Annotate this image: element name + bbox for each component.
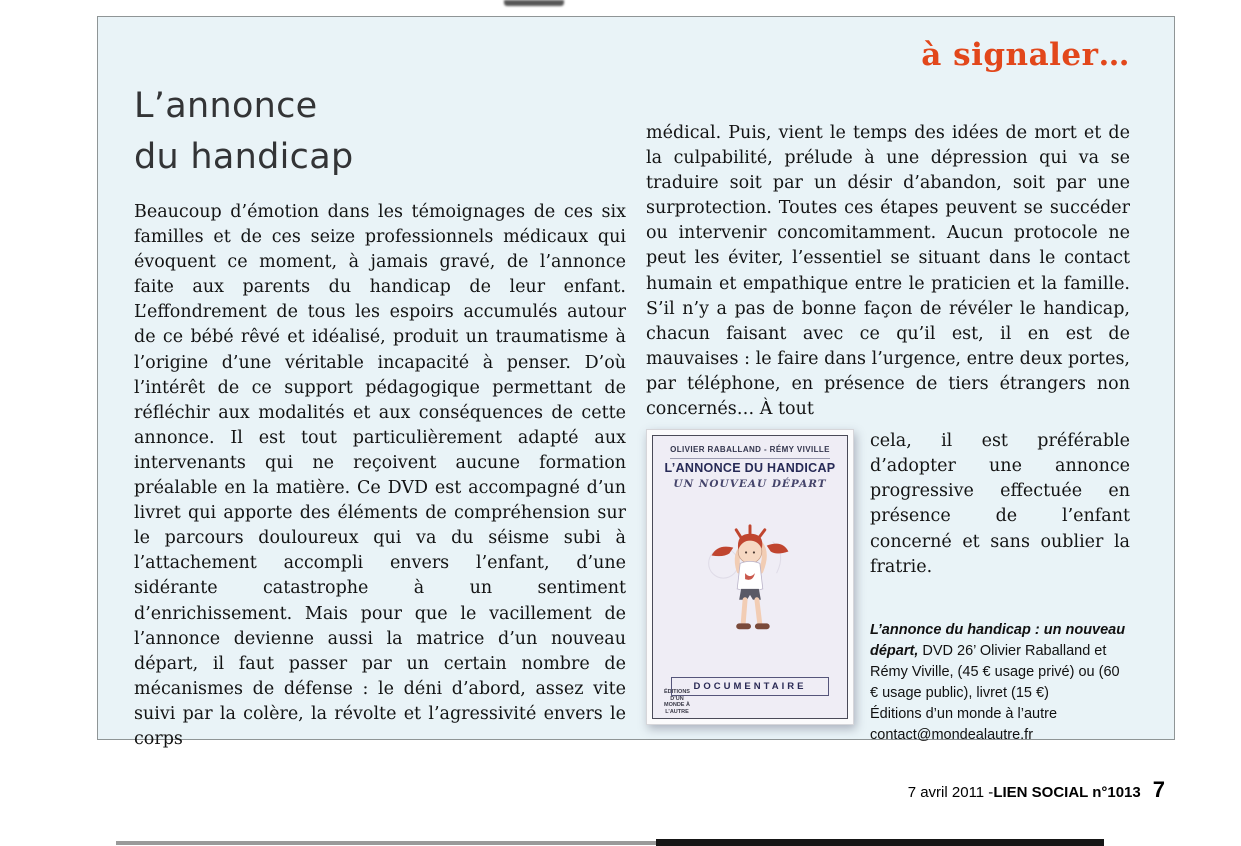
caption-credits [870, 620, 1130, 704]
caption-publisher: Éditions d’un monde à l’autre [870, 705, 1058, 722]
dvd-and-caption-row [646, 429, 1130, 746]
scan-artifact-top [504, 0, 564, 6]
article-right-column [646, 121, 1130, 746]
footer-page-number: 7 [1152, 777, 1165, 802]
dvd-genre-banner: DOCUMENTAIRE [671, 677, 830, 696]
article-title [134, 81, 354, 183]
caption-title: L’annonce du handicap : un nouveau départ, [870, 621, 1126, 659]
caption-contact-email: contact@mondealautre.fr [870, 726, 1034, 743]
article-right-text-top: médical. Puis, vient le temps des idées de mort et de la culpabilité, prélude à une dépression qui va se traduire soit par un désir d’abandon, soit par une surprotection. Toutes ces étapes peuvent se succéder ou intervenir concomitamment. Aucun protocole ne peut les éviter, l’essentiel se situant dans le contact humain et empathique entre le praticien et la famille. S’il n’y a pas de bonne façon de révéler le handicap, chacun faisant avec ce qu’il est, il en est de mauvaises : le faire dans l’urgence, entre deux portes, par téléphone, en présence de tiers étrangers non concernés… À tout [646, 123, 1130, 420]
article-title-line2: du handicap [134, 137, 354, 177]
dvd-cover-photo [646, 429, 854, 725]
dvd-subtitle: UN NOUVEAU DÉPART [673, 478, 827, 491]
dvd-title: L’ANNONCE DU HANDICAP [664, 461, 836, 476]
dvd-caption [870, 620, 1130, 746]
page-footer [908, 777, 1165, 803]
girl-drawing-icon [694, 520, 806, 648]
dvd-rule [670, 458, 830, 459]
dvd-publisher-logo: ÉDITIONS D’UN MONDE À L’AUTRE [664, 689, 690, 715]
dvd-cover [652, 435, 848, 719]
dvd-cover-illustration [659, 490, 841, 677]
magazine-page-panel [97, 16, 1175, 749]
dvd-authors: OLIVIER RABALLAND - RÉMY VIVILLE [670, 445, 830, 455]
scan-artifact-bottom-black [656, 839, 1104, 846]
caption-details: DVD 26’ Olivier Raballand et Rémy Viville, (45 € usage privé) ou (60 € usage public), livret (15 €) [870, 642, 1120, 701]
article-right-text-beside-dvd: cela, il est préférable d’adopter une annonce progressive effectuée en présence de l’enfant concerné et sans oublier la fratrie. [870, 431, 1130, 577]
right-side-column [870, 429, 1130, 746]
footer-publication: LIEN SOCIAL n°1013 [993, 784, 1141, 801]
article-title-line1: L’annonce [134, 86, 318, 126]
section-header: à signaler… [921, 37, 1130, 73]
footer-date: 7 avril 2011 - [907, 784, 994, 801]
article-left-column: Beaucoup d’émotion dans les témoignages de ces six familles et de ces seize professionnels médicaux qui évoquent ce moment, à jamais gravé, de l’annonce faite aux parents du handicap de leur enfant. L’effondrement de tous les espoirs accumulés autour de ce bébé rêvé et idéalisé, produit un traumatisme à l’origine d’une véritable incapacité à penser. D’où l’intérêt de ce support pédagogique permettant de réfléchir aux modalités et aux conséquences de cette annonce. Il est tout particulièrement adapté aux intervenants qui ne reçoivent aucune formation préalable en la matière. Ce DVD est accompagné d’un livret qui apporte des éléments de compréhension sur le parcours douloureux qui va du séisme subi à l’attachement accompli envers l’enfant, d’une sidérante catastrophe à un sentiment d’enrichissement. Mais pour que le vacillement de l’annonce devienne aussi la matrice d’un nouveau départ, il faut passer par un certain nombre de mécanismes de défense : le déni d’abord, assez vite suivi par la colère, la révolte et l’agressivité envers le corps [134, 202, 626, 749]
scan-artifact-bottom-gray [116, 841, 656, 845]
